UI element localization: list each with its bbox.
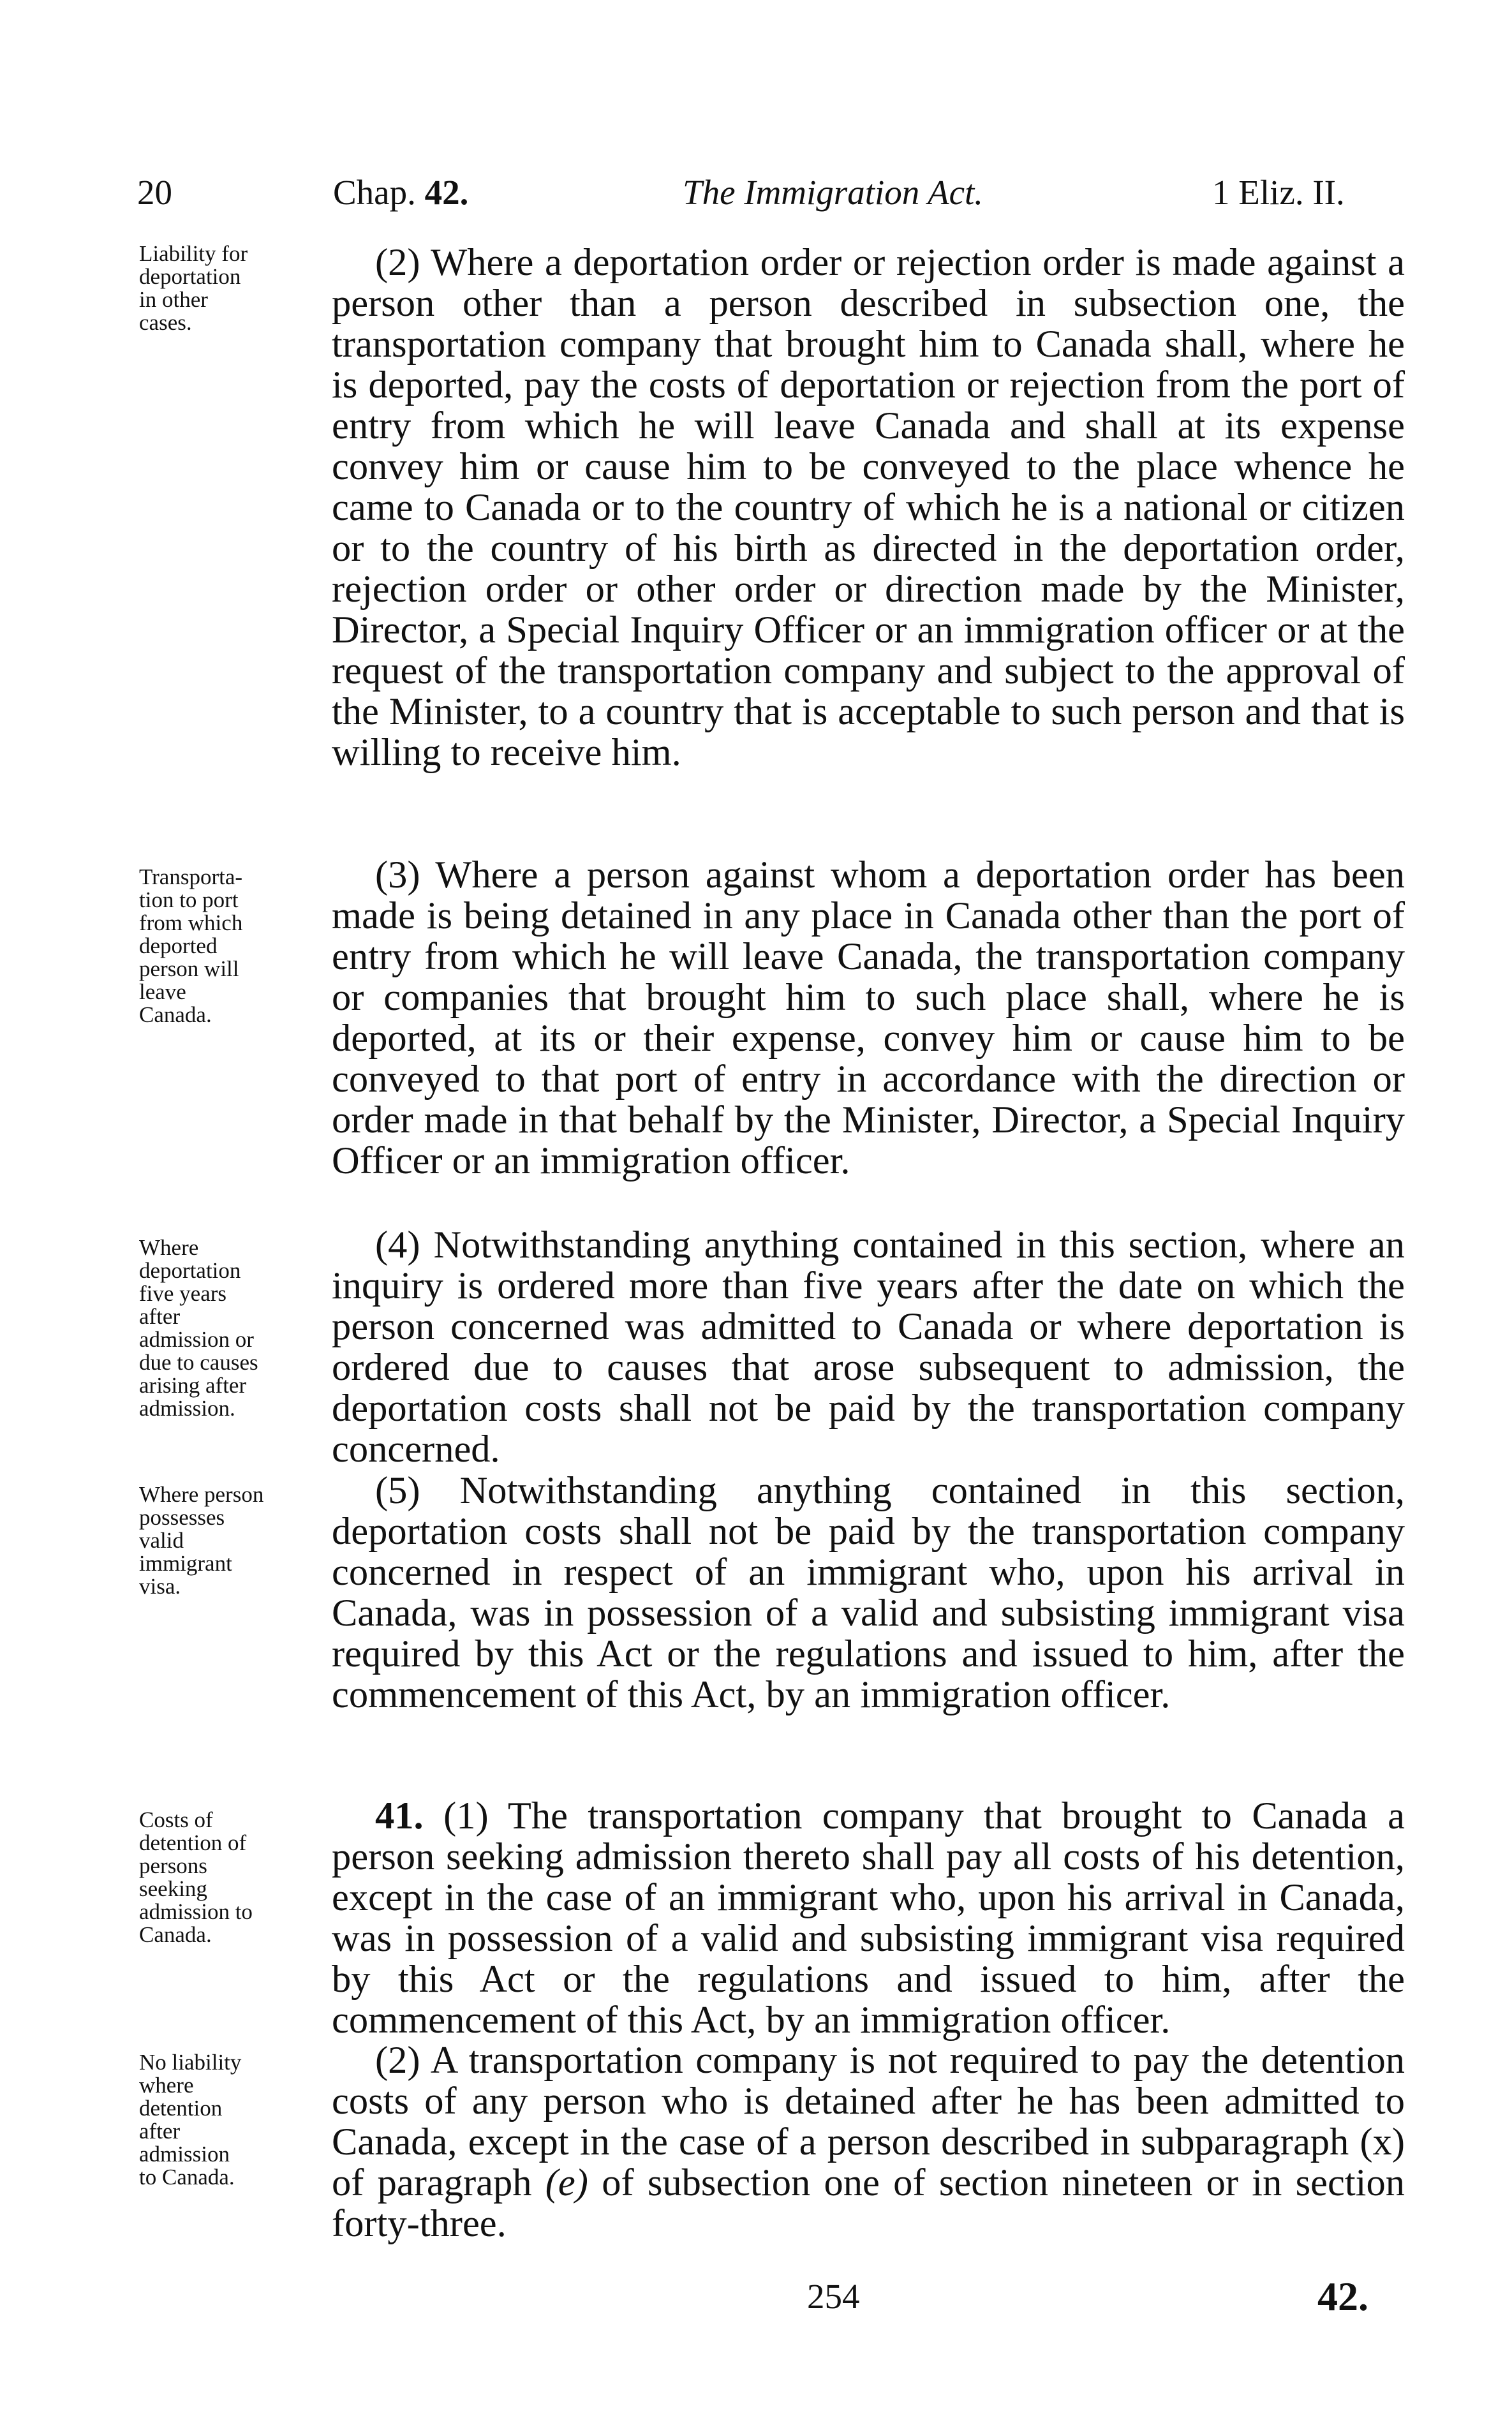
- margin-note-detention-costs: Costs of detention of persons seeking admission to Canada.: [139, 1807, 253, 1947]
- subsection-4: (4) Notwithstanding anything contained in this section, where an inquiry is ordered more than five years after the date on which the person concerned was admitted to Canada or where deportation is ordered due to causes that arose subsequent to admission, the deportation costs shall not be paid by the transportation company concerned.: [332, 1224, 1405, 1471]
- margin-note-no-liability: No liability where detention after admission to Canada.: [139, 2050, 242, 2190]
- folio-number: 254: [807, 2277, 860, 2316]
- margin-note-liability: Liability for deportation in other cases.: [139, 241, 248, 335]
- act-title: The Immigration Act.: [683, 173, 984, 212]
- chapter-label: [333, 167, 468, 218]
- margin-note-transportation-to-port: Transporta- tion to port from which deported person will leave Canada.: [139, 864, 243, 1027]
- footer-chapter-number: 42.: [1317, 2274, 1368, 2319]
- section-41-subsection-1: 41. (1) The transportation company that brought to Canada a person seeking admission thereto shall pay all costs of his detention, except in the case of an immigrant who, upon his arrival in Canada, was in possession of a valid and subsisting immigrant visa required by this Act or the regulations and issued to him, after the commencement of this Act, by an immigration officer.: [332, 1795, 1405, 2041]
- paragraph-letter: (e): [545, 2161, 588, 2204]
- section-41-subsection-2: (2) A transportation company is not required to pay the detention costs of any person who is detained after he has been admitted to Canada, except in the case of a person described in subparagraph (x) of paragraph (e) of subsection one of section nineteen or in section forty-three.: [332, 2039, 1405, 2245]
- subsection-3: (3) Where a person against whom a deportation order has been made is being detained in any place in Canada other than the port of entry from which he will leave Canada, the transportation company or companies that brought him to such place shall, where he is deported, at its or their expense, convey him or cause him to be conveyed to that port of entry in accordance with the direction or order made in that behalf by the Minister, Director, a Special Inquiry Officer or an immigration officer.: [332, 854, 1405, 1182]
- subsection-2: (2) Where a deportation order or rejection order is made against a person other than a person described in subsection one, the transportation company that brought him to Canada shall, where he is deported, pay the costs of deportation or rejection from the port of entry from which he will leave Canada and shall at its expense convey him or cause him to be conveyed to the place whence he came to Canada or to the country of which he is a national or citizen or to the country of his birth as directed in the deportation order, rejection order or other order or direction made by the Minister, Director, a Special Inquiry Officer or an immigration officer or at the request of the transportation company and subject to the approval of the Minister, to a country that is acceptable to such person and that is willing to receive him.: [332, 241, 1405, 774]
- chapter-number: 42.: [424, 173, 469, 212]
- margin-note-five-years: Where deportation five years after admission or due to causes arising after admission.: [139, 1235, 258, 1421]
- subsection-5: (5) Notwithstanding anything contained in this section, deportation costs shall not be paid by the transportation company concerned in respect of an immigrant who, upon his arrival in Canada, was in possession of a valid and subsisting immigrant visa required by this Act or the regulations and issued to him, after the commencement of this Act, by an immigration officer.: [332, 1469, 1405, 1716]
- running-header: [137, 167, 1407, 218]
- page-number: 20: [137, 173, 172, 212]
- chapter-prefix: Chap.: [333, 173, 416, 212]
- regnal-year: 1 Eliz. II.: [1212, 173, 1345, 212]
- section-number: 41.: [375, 1795, 424, 1837]
- margin-note-valid-visa: Where person possesses valid immigrant visa.: [139, 1482, 264, 1599]
- page-footer: [0, 2274, 1512, 2319]
